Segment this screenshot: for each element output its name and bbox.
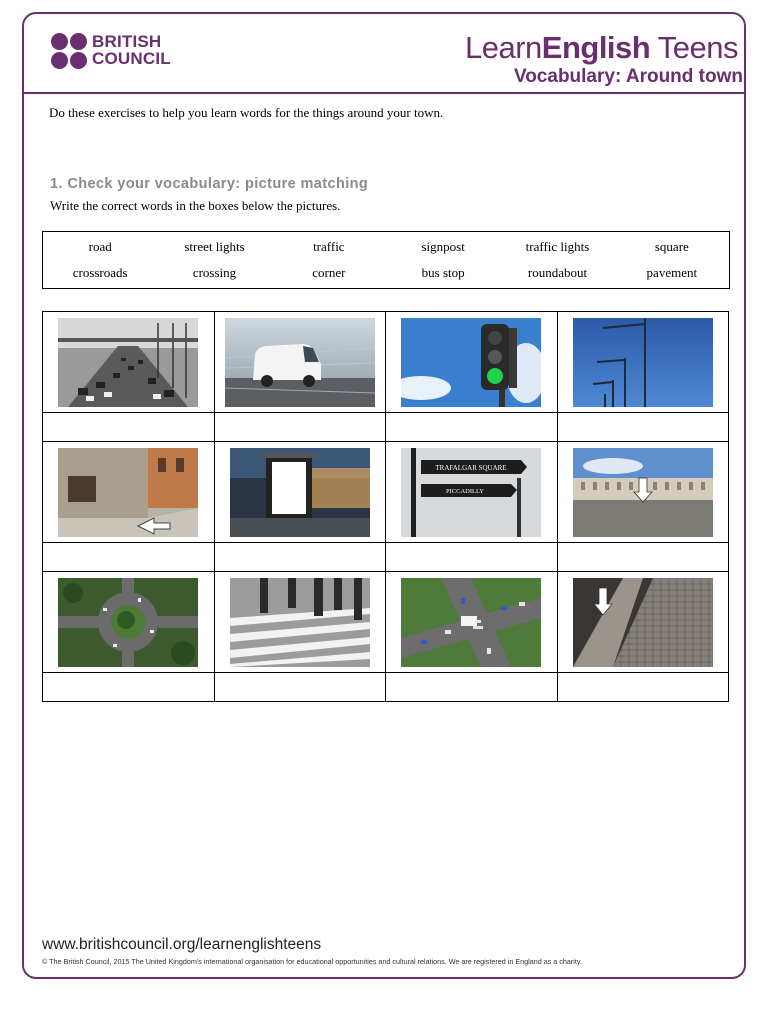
answer-input[interactable] bbox=[43, 413, 214, 441]
word-bank-item: roundabout bbox=[527, 265, 588, 280]
word-bank-item: corner bbox=[312, 265, 346, 280]
word-bank-item: square bbox=[654, 239, 689, 254]
answer-cell[interactable] bbox=[43, 673, 215, 702]
answer-cell[interactable] bbox=[43, 543, 215, 572]
picture-cell bbox=[557, 442, 729, 543]
answer-cell[interactable] bbox=[386, 543, 558, 572]
answer-input[interactable] bbox=[558, 413, 729, 441]
section-title: 1. Check your vocabulary: picture matching bbox=[50, 176, 369, 192]
word-bank-item: crossroads bbox=[72, 265, 128, 280]
page-title: Vocabulary: Around town bbox=[513, 66, 743, 87]
answer-input[interactable] bbox=[43, 543, 214, 571]
picture-cell bbox=[43, 442, 215, 543]
crossroads-aerial-photo bbox=[401, 578, 541, 667]
word-bank-item: road bbox=[88, 239, 112, 254]
picture-cell bbox=[43, 572, 215, 673]
traffic-light-photo bbox=[401, 318, 541, 407]
word-bank-item: traffic lights bbox=[525, 239, 590, 254]
section-instruction: Write the correct words in the boxes below the pictures. bbox=[50, 198, 341, 213]
highway-traffic-photo bbox=[58, 318, 198, 407]
zebra-crossing-photo bbox=[230, 578, 370, 667]
logo-text: BRITISH COUNCIL bbox=[92, 32, 171, 68]
picture-matching-grid bbox=[42, 311, 729, 702]
intro-text: Do these exercises to help you learn words for the things around your town. bbox=[49, 105, 444, 120]
answer-cell[interactable] bbox=[386, 673, 558, 702]
answer-input[interactable] bbox=[386, 543, 557, 571]
palace-square-photo bbox=[573, 448, 713, 537]
picture-cell bbox=[214, 312, 386, 413]
word-bank-item: pavement bbox=[646, 265, 698, 280]
answer-cell[interactable] bbox=[43, 413, 215, 442]
roundabout-aerial-photo bbox=[58, 578, 198, 667]
british-council-logo bbox=[51, 33, 181, 71]
answer-input[interactable] bbox=[386, 413, 557, 441]
answer-input[interactable] bbox=[386, 673, 557, 701]
answer-cell[interactable] bbox=[214, 413, 386, 442]
signpost-photo bbox=[401, 448, 541, 537]
picture-cell bbox=[386, 312, 558, 413]
signpost-label-2: PICCADILLY bbox=[446, 487, 485, 495]
answer-input[interactable] bbox=[215, 543, 386, 571]
picture-cell bbox=[214, 572, 386, 673]
footer-url-link[interactable]: www.britishcouncil.org/learnenglishteens bbox=[42, 936, 322, 953]
picture-cell bbox=[557, 572, 729, 673]
street-lights-photo bbox=[573, 318, 713, 407]
picture-cell bbox=[386, 442, 558, 543]
bus-stop-photo bbox=[230, 448, 370, 537]
answer-input[interactable] bbox=[558, 673, 729, 701]
answer-cell[interactable] bbox=[214, 543, 386, 572]
answer-input[interactable] bbox=[558, 543, 729, 571]
white-van-photo bbox=[225, 318, 375, 407]
answer-cell[interactable] bbox=[557, 543, 729, 572]
answer-input[interactable] bbox=[43, 673, 214, 701]
picture-cell bbox=[43, 312, 215, 413]
word-bank-item: street lights bbox=[184, 239, 245, 254]
picture-cell bbox=[557, 312, 729, 413]
footer-copyright: © The British Council, 2015 The United Kingdom's international organisation for educational opportunities and cultural relations. We are registered in England as a charity. bbox=[42, 957, 582, 966]
signpost-label-1: TRAFALGAR SQUARE bbox=[435, 463, 507, 472]
word-bank-item: crossing bbox=[192, 265, 237, 280]
cobbled-pavement-photo bbox=[573, 578, 713, 667]
word-bank-item: traffic bbox=[313, 239, 345, 254]
header-divider bbox=[24, 92, 744, 94]
answer-cell[interactable] bbox=[557, 673, 729, 702]
street-corner-photo bbox=[58, 448, 198, 537]
answer-cell[interactable] bbox=[557, 413, 729, 442]
answer-cell[interactable] bbox=[214, 673, 386, 702]
answer-input[interactable] bbox=[215, 413, 386, 441]
learnenglish-teens-brand: LearnEnglish Teens bbox=[464, 30, 738, 65]
word-bank-item: bus stop bbox=[421, 265, 465, 280]
answer-cell[interactable] bbox=[386, 413, 558, 442]
word-bank-item: signpost bbox=[421, 239, 465, 254]
picture-cell bbox=[386, 572, 558, 673]
logo-dots-icon bbox=[51, 33, 88, 70]
word-bank bbox=[42, 231, 730, 289]
answer-input[interactable] bbox=[215, 673, 386, 701]
picture-cell bbox=[214, 442, 386, 543]
